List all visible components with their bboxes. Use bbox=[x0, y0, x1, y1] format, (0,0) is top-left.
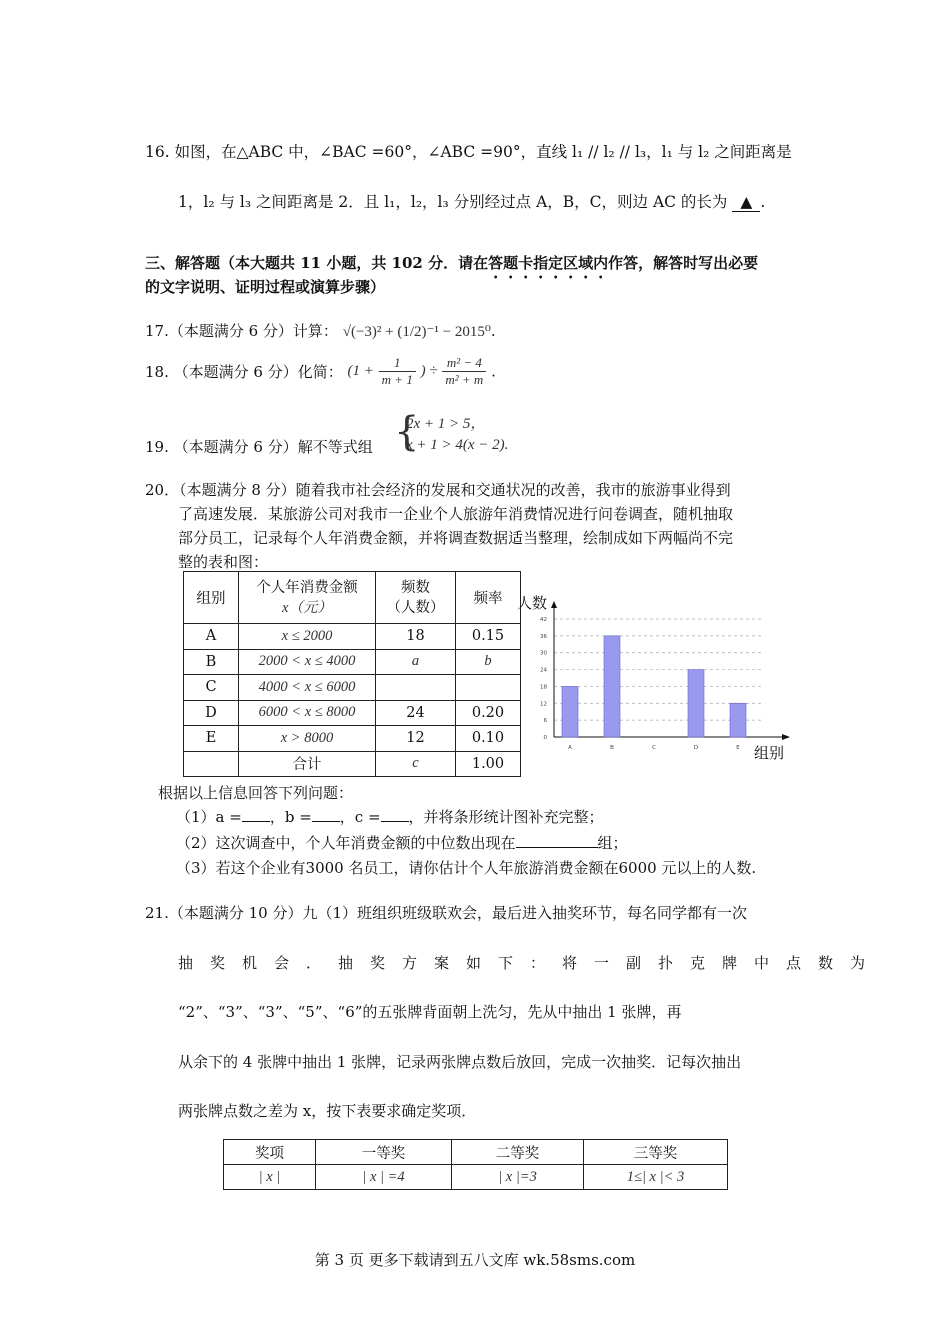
table-cell: x ≤ 2000 bbox=[239, 624, 376, 650]
page-footer: 第 3 页 更多下载请到五八文库 wk.58sms.com bbox=[314, 1251, 636, 1269]
sub1-a: （1）a = bbox=[176, 808, 242, 826]
bar-B bbox=[604, 636, 620, 737]
table-total-row bbox=[184, 751, 521, 777]
q19-brace: { bbox=[394, 409, 420, 455]
q16-line2 bbox=[178, 190, 765, 212]
table-row bbox=[184, 726, 521, 752]
bar-E bbox=[730, 703, 746, 737]
table-cell: D bbox=[184, 700, 239, 726]
q17-label: 17.（本题满分 6 分）计算： bbox=[145, 322, 338, 340]
bar-D bbox=[688, 670, 704, 737]
q18-end: . bbox=[491, 362, 496, 381]
table-row bbox=[184, 700, 521, 726]
table-header-cell: 频率 bbox=[456, 572, 521, 624]
table-cell: 合计 bbox=[239, 751, 376, 777]
q19-label: 19. （本题满分 6 分）解不等式组 bbox=[145, 438, 373, 456]
q18-fraction-2 bbox=[442, 355, 486, 388]
table-row bbox=[184, 624, 521, 650]
table-cell: 6000 < x ≤ 8000 bbox=[239, 700, 376, 726]
table-header-cell: 组别 bbox=[184, 572, 239, 624]
x-axis-arrow-icon bbox=[782, 734, 790, 740]
chart-ylabel: 人数 bbox=[517, 594, 548, 612]
q17-expression: √(−3)² + (1/2)⁻¹ − 2015⁰ bbox=[342, 324, 491, 340]
q17-end: . bbox=[490, 322, 496, 340]
table-cell bbox=[456, 675, 521, 701]
y-tick-label: 30 bbox=[540, 650, 547, 657]
q18-label: 18. （本题满分 6 分）化简： bbox=[145, 363, 343, 381]
x-tick-label: A bbox=[568, 745, 572, 751]
table-cell bbox=[184, 751, 239, 777]
q21-line2-b: 将一副扑克牌中点数为 bbox=[562, 954, 883, 972]
q20-line1: 20．（本题满分 8 分）随着我市社会经济的发展和交通状况的改善，我市的旅游事业得到 bbox=[145, 481, 731, 499]
sub2-b: 组； bbox=[597, 834, 628, 852]
q17 bbox=[145, 320, 496, 341]
y-axis-arrow-icon bbox=[551, 601, 557, 608]
header-amount: 个人年消费金额 bbox=[256, 579, 358, 596]
table-cell: B bbox=[184, 649, 239, 675]
q18-fraction-1 bbox=[379, 355, 416, 388]
q18-open: (1 + bbox=[347, 363, 374, 379]
table-cell: 0.15 bbox=[456, 624, 521, 650]
y-tick-label: 42 bbox=[540, 617, 547, 623]
q21-prize-table bbox=[223, 1139, 728, 1190]
header-people: （人数） bbox=[386, 599, 445, 616]
table-cell: x > 8000 bbox=[239, 726, 376, 752]
table-cell: b bbox=[456, 649, 521, 675]
section3-heading-a: 三、解答题（本大题共 11 小题，共 102 分．请在 bbox=[145, 254, 489, 272]
table-cell: 0.10 bbox=[456, 726, 521, 752]
blank-median bbox=[516, 847, 598, 848]
table-header-cell bbox=[239, 572, 376, 624]
q18-mid: ) ÷ bbox=[420, 363, 438, 379]
table-cell: C bbox=[184, 675, 239, 701]
x-tick-label: E bbox=[736, 745, 740, 751]
table-cell: 1≤| x |< 3 bbox=[584, 1165, 728, 1190]
q18-frac2-den: m² + m bbox=[445, 372, 484, 387]
table-header-row bbox=[184, 572, 521, 624]
y-tick-label: 24 bbox=[540, 667, 547, 674]
y-tick-label: 0 bbox=[543, 735, 547, 741]
x-tick-label: D bbox=[693, 745, 699, 751]
q16-line2-end: . bbox=[760, 193, 766, 211]
table-header-cell: 奖项 bbox=[224, 1140, 316, 1165]
blank-a bbox=[242, 821, 270, 822]
answer-triangle-icon: ▲ bbox=[740, 193, 753, 211]
q20-sub3: （3）若这个企业有3000 名员工，请你估计个人年旅游消费金额在6000 元以上的人数. bbox=[176, 859, 757, 877]
table-cell: c bbox=[376, 751, 456, 777]
y-tick-label: 36 bbox=[540, 633, 547, 640]
section3-heading-line2: 的文字说明、证明过程或演算步骤） bbox=[145, 278, 386, 296]
q20-sub1 bbox=[176, 806, 604, 827]
table-header-cell: 二等奖 bbox=[452, 1140, 584, 1165]
table-cell: 4000 < x ≤ 6000 bbox=[239, 675, 376, 701]
sub1-b: ，b = bbox=[269, 808, 312, 826]
sub1-c: ，c = bbox=[339, 808, 381, 826]
chart-xlabel: 组别 bbox=[754, 744, 785, 762]
table-header-cell bbox=[376, 572, 456, 624]
y-tick-label: 18 bbox=[540, 684, 547, 691]
q21-line4: 从余下的 4 张牌中抽出 1 张牌，记录两张牌点数后放回，完成一次抽奖．记每次抽出 bbox=[178, 1053, 742, 1071]
q20-line2: 了高速发展．某旅游公司对我市一企业个人旅游年消费情况进行问卷调查，随机抽取 bbox=[178, 505, 734, 523]
q16-line1: 16. 如图，在△ABC 中，∠BAC =60°，∠ABC =90°，直线 l₁ // l₂ // l₃，l₁ 与 l₂ 之间距离是 bbox=[145, 143, 792, 161]
section3-heading-dots: 答题卡指定区域内 bbox=[488, 254, 609, 272]
table-row bbox=[184, 649, 521, 675]
header-unit: x（元） bbox=[282, 599, 332, 616]
q20-line3: 部分员工，记录每个人年消费金额，并将调查数据适当整理，绘制成如下两幅尚不完 bbox=[178, 529, 734, 547]
q19-ineq2: x + 1 > 4(x − 2). bbox=[406, 437, 509, 453]
table-cell: 2000 < x ≤ 4000 bbox=[239, 649, 376, 675]
q20-after: 根据以上信息回答下列问题： bbox=[158, 784, 354, 802]
table-row bbox=[224, 1165, 728, 1190]
x-tick-label: B bbox=[610, 745, 614, 751]
table-header-row bbox=[224, 1140, 728, 1165]
table-header-cell: 一等奖 bbox=[316, 1140, 452, 1165]
table-header-cell: 三等奖 bbox=[584, 1140, 728, 1165]
header-count: 频数 bbox=[401, 579, 430, 596]
q21-line2 bbox=[178, 952, 882, 973]
table-cell: a bbox=[376, 649, 456, 675]
table-cell: | x | bbox=[224, 1165, 316, 1190]
q18-frac1-num: 1 bbox=[379, 355, 416, 372]
q21-line5: 两张牌点数之差为 x，按下表要求确定奖项． bbox=[178, 1102, 477, 1120]
table-cell: 24 bbox=[376, 700, 456, 726]
sub2-a: （2）这次调查中，个人年消费金额的中位数出现在 bbox=[176, 834, 516, 852]
q20-sub2 bbox=[176, 832, 628, 853]
table-cell: A bbox=[184, 624, 239, 650]
q18-frac2-num: m² − 4 bbox=[442, 355, 486, 372]
q21-line1: 21.（本题满分 10 分）九（1）班组织班级联欢会，最后进入抽奖环节，每名同学都有一次 bbox=[145, 904, 748, 922]
table-cell: E bbox=[184, 726, 239, 752]
section3-heading-b: 作答，解答时写出必要 bbox=[608, 254, 759, 272]
q16-line2-text: 1，l₂ 与 l₃ 之间距离是 2．且 l₁，l₂，l₃ 分别经过点 A，B，C，则边 AC 的长为 bbox=[178, 193, 728, 211]
table-cell: | x |=3 bbox=[452, 1165, 584, 1190]
blank-b bbox=[312, 821, 340, 822]
table-row bbox=[184, 675, 521, 701]
bar-A bbox=[562, 686, 578, 737]
y-tick-label: 12 bbox=[540, 701, 547, 708]
q19-ineq1: 2x + 1 > 5， bbox=[406, 416, 486, 432]
bar-chart bbox=[530, 600, 790, 760]
q20-line4: 整的表和图： bbox=[178, 553, 269, 571]
table-cell: | x | =4 bbox=[316, 1165, 452, 1190]
table-cell: 0.20 bbox=[456, 700, 521, 726]
q18-frac1-den: m + 1 bbox=[381, 372, 413, 387]
x-tick-label: C bbox=[652, 745, 656, 751]
sub1-d: ，并将条形统计图补充完整； bbox=[408, 808, 604, 826]
blank-c bbox=[381, 821, 409, 822]
q21-line3: “2”、“3”、“3”、“5”、“6”的五张牌背面朝上洗匀，先从中抽出 1 张牌，再 bbox=[178, 1003, 682, 1021]
q21-line2-a: 抽奖机会．抽奖方案如下： bbox=[178, 954, 563, 972]
q16-answer-blank bbox=[732, 193, 760, 212]
y-tick-label: 6 bbox=[543, 718, 547, 725]
table-cell: 1.00 bbox=[456, 751, 521, 777]
q20-frequency-table bbox=[183, 571, 521, 777]
q18 bbox=[145, 355, 496, 388]
table-cell bbox=[376, 675, 456, 701]
table-cell: 18 bbox=[376, 624, 456, 650]
table-cell: 12 bbox=[376, 726, 456, 752]
